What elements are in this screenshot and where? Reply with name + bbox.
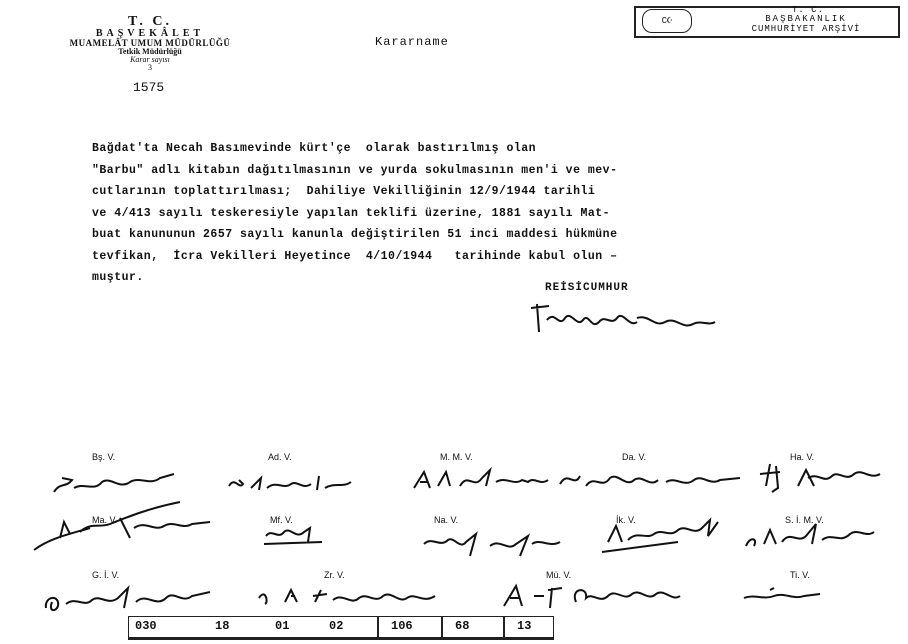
- karar-sayisi-value: 3: [148, 63, 152, 72]
- code-divider: [441, 617, 443, 637]
- document-title: Kararname: [375, 35, 449, 49]
- archive-code-sequence: 13: [517, 619, 532, 633]
- letterhead-department: MUAMELÂT UMUM MÜDÜRLÜĞÜ: [69, 38, 231, 48]
- body-line: ve 4/413 sayılı teskeresiyle yapılan teklifi üzerine, 1881 sayılı Mat-: [92, 206, 611, 220]
- archive-stamp-line1: BAŞBAKANLIK: [765, 14, 847, 24]
- minister-label: Ha. V.: [790, 452, 815, 462]
- decree-body: [92, 142, 892, 293]
- minister-signature: [225, 466, 355, 496]
- archive-code-part: 01: [275, 619, 290, 633]
- letterhead-tc: T. C.: [128, 14, 172, 29]
- body-line: tevfikan, İcra Vekilleri Heyetince 4/10/1944 tarihinde kabul olun –: [92, 249, 618, 263]
- archive-code-part: 18: [215, 619, 230, 633]
- body-line: "Barbu" adlı kitabın dağıtılmasının ve yurda sokulmasının men'i ve mev-: [92, 163, 618, 177]
- archive-code-fonds: 030: [135, 619, 157, 633]
- minister-label: Mf. V.: [270, 515, 293, 525]
- body-line: muştur.: [92, 271, 144, 284]
- code-divider: [503, 617, 505, 637]
- president-signature: [525, 296, 725, 338]
- body-line: Bağdat'ta Necah Basımevinde kürt'çe olarak bastırılmış olan: [92, 142, 537, 155]
- body-line: cutlarının toplattırılması; Dahiliye Vekilliğinin 12/9/1944 tarihli: [92, 185, 596, 198]
- archive-stamp-tc: T. C.: [791, 5, 824, 15]
- minister-label: Da. V.: [622, 452, 647, 462]
- minister-label: Ti. V.: [790, 570, 810, 580]
- archive-code-box: 106: [391, 619, 413, 633]
- minister-signature: [740, 516, 880, 556]
- letterhead-institution: BAŞVEKÂLET: [95, 28, 205, 39]
- minister-label: Na. V.: [434, 515, 459, 525]
- archive-code-file: 68: [455, 619, 470, 633]
- minister-signature: [262, 522, 332, 548]
- minister-label: Mü. V.: [546, 570, 572, 580]
- minister-signature: [598, 512, 728, 556]
- minister-signature: [500, 578, 700, 614]
- minister-signature: [758, 456, 888, 496]
- minister-label: S. İ. M. V.: [785, 515, 824, 525]
- minister-signature: [420, 526, 570, 560]
- archive-code-part: 02: [329, 619, 344, 633]
- minister-label: Bş. V.: [92, 452, 116, 462]
- minister-label: Zr. V.: [324, 570, 345, 580]
- minister-signature: [255, 582, 445, 612]
- minister-signature: [740, 584, 830, 608]
- letterhead-subunit: Tetkik Müdürlüğü: [118, 47, 182, 56]
- minister-signature: [410, 462, 750, 496]
- karar-sayisi-label: Karar sayısı: [130, 55, 170, 64]
- archive-stamp-line2: CUMHURİYET ARŞİVİ: [751, 24, 861, 34]
- president-label: REİSİCUMHUR: [545, 282, 629, 294]
- minister-signature: [40, 580, 220, 616]
- archive-emblem-icon: C☪: [642, 9, 692, 33]
- code-divider: [377, 617, 379, 637]
- minister-signature: [50, 462, 180, 498]
- archive-code-strip: [128, 616, 554, 640]
- document-number: 1575: [133, 80, 165, 95]
- minister-label: G. İ. V.: [92, 570, 120, 580]
- minister-label: Ad. V.: [268, 452, 292, 462]
- minister-label: Ma. V.: [92, 515, 118, 525]
- minister-label: İk. V.: [616, 515, 636, 525]
- minister-signature: [30, 498, 220, 554]
- minister-label: M. M. V.: [440, 452, 473, 462]
- body-line: buat kanununun 2657 sayılı kanunla değiştirilen 51 inci maddesi hükmüne: [92, 228, 618, 241]
